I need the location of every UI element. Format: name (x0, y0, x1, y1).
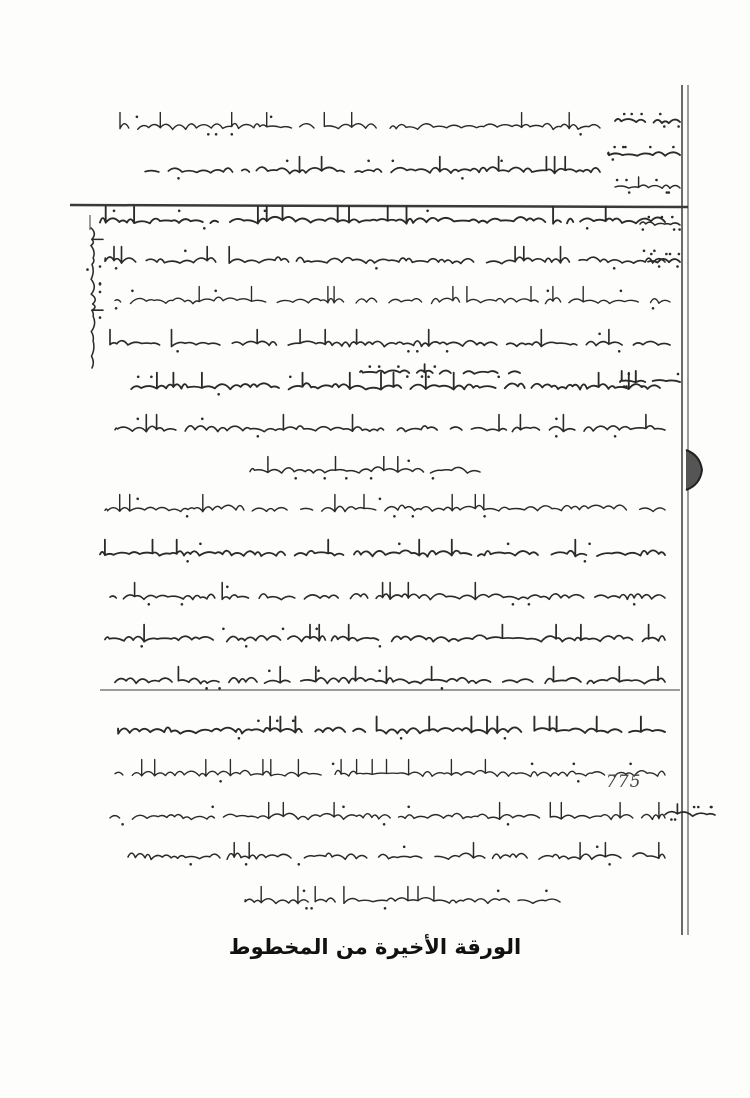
ink-dot (677, 373, 680, 376)
ink-dot (268, 670, 271, 673)
ink-dot (432, 477, 435, 480)
ink-dot (640, 113, 643, 116)
ink-dot (608, 863, 611, 866)
ink-dot (671, 216, 674, 219)
ink-dot (245, 645, 248, 648)
ink-dot (115, 307, 118, 310)
ink-dot (584, 560, 587, 563)
ink-dot (426, 210, 429, 213)
manuscript-line-11 (100, 540, 665, 557)
ink-dot (407, 350, 410, 353)
margin-note-7 (665, 804, 715, 816)
ink-dot (217, 393, 220, 396)
ink-dot (579, 133, 582, 136)
ink-dot (214, 290, 217, 293)
ink-dot (140, 645, 143, 648)
ink-dot (629, 763, 632, 766)
ink-dot (545, 890, 548, 893)
ink-dot (616, 179, 619, 182)
ink-dot (86, 268, 89, 271)
ink-dot (407, 460, 410, 463)
ink-dot (379, 645, 382, 648)
ink-dot (148, 603, 151, 606)
ink-dot (137, 376, 140, 379)
ink-dot (257, 435, 260, 438)
ink-dot (150, 376, 153, 379)
ink-dot (573, 763, 576, 766)
ink-dot (115, 267, 118, 270)
ink-dot (305, 907, 308, 910)
ink-dot (655, 179, 658, 182)
ink-dot (219, 780, 222, 783)
ink-dot (586, 227, 589, 230)
ink-dot (622, 146, 625, 149)
ink-dot (507, 543, 510, 546)
ink-dot (648, 216, 651, 219)
ink-dot (205, 687, 208, 690)
vertical-margin-text (91, 228, 103, 368)
manuscript-line-7 (118, 373, 661, 390)
ink-dot (99, 265, 102, 268)
margin-note-4 (640, 222, 680, 225)
ink-dot (669, 253, 672, 256)
ink-dot (378, 670, 381, 673)
ink-dot (653, 250, 656, 253)
ink-dot (218, 687, 221, 690)
ink-dot (342, 806, 345, 809)
ink-dot (612, 158, 615, 161)
ink-dot (375, 267, 378, 270)
ink-dot (245, 863, 248, 866)
ink-dot (257, 720, 260, 723)
ink-dot (547, 290, 550, 293)
ink-dot (177, 177, 180, 180)
ink-dot (264, 210, 267, 213)
ink-dot (663, 125, 666, 128)
ink-dot (317, 670, 320, 673)
ink-dot (292, 720, 295, 723)
manuscript-line-3 (100, 207, 665, 224)
vertical-margin-note (86, 228, 103, 368)
ink-dot (652, 307, 655, 310)
ink-dot (670, 818, 673, 821)
ink-dot (620, 290, 623, 293)
ink-dot (512, 603, 515, 606)
ink-dot (378, 365, 381, 368)
ink-dot (392, 160, 395, 163)
ink-dot (136, 116, 139, 119)
ink-dot (238, 737, 241, 740)
margin-note-1 (607, 119, 680, 123)
ink-dot (441, 687, 444, 690)
ink-dot (666, 191, 669, 194)
ink-dot (345, 477, 348, 480)
manuscript-line-1 (120, 113, 600, 130)
ink-dot (483, 515, 486, 518)
ink-dot (400, 737, 403, 740)
ink-dot (99, 291, 102, 294)
ink-dot (203, 227, 206, 230)
page-caption: الورقة الأخيرة من المخطوط (228, 935, 522, 959)
ink-dot (137, 418, 140, 421)
ink-dot (298, 863, 301, 866)
ink-dot (282, 628, 285, 631)
manuscript-line-6 (110, 330, 670, 347)
ink-dot (99, 283, 102, 286)
ink-dot (231, 133, 234, 136)
manuscript-line-13 (105, 625, 665, 642)
ink-dot (678, 228, 681, 231)
manuscript-line-15 (118, 717, 665, 734)
ink-dot (659, 113, 662, 116)
ink-dot (614, 435, 617, 438)
ink-dot (497, 376, 500, 379)
ink-dot (623, 385, 626, 388)
ink-dot (507, 823, 510, 826)
ink-dot (393, 515, 396, 518)
manuscript-line-14 (115, 667, 665, 684)
ink-dot (678, 253, 681, 256)
ink-dot (427, 376, 430, 379)
ink-dot (598, 333, 601, 336)
ink-dot (628, 191, 631, 194)
ink-dot (555, 435, 558, 438)
ink-dot (677, 125, 680, 128)
ink-dot (625, 385, 628, 388)
ink-dot (289, 376, 292, 379)
ink-dot (199, 543, 202, 546)
ink-dot (207, 133, 210, 136)
ink-dot (630, 113, 633, 116)
ink-dot (674, 818, 677, 821)
ink-dot (416, 350, 419, 353)
ink-dot (315, 628, 318, 631)
ink-dot (555, 418, 558, 421)
ink-dot (633, 603, 636, 606)
ink-dot (397, 365, 400, 368)
ink-dot (406, 375, 409, 378)
ink-dot (412, 515, 415, 518)
ink-dot (446, 350, 449, 353)
ink-dot (672, 146, 675, 149)
ink-dot (641, 385, 644, 388)
ink-dot (649, 146, 652, 149)
ink-dot (99, 316, 102, 319)
manuscript-line-18 (128, 843, 665, 860)
ink-dot (504, 737, 507, 740)
ink-dot (531, 763, 534, 766)
ink-dot (186, 560, 189, 563)
ink-dot (184, 250, 187, 253)
ink-dot (528, 603, 531, 606)
ink-dot (294, 477, 297, 480)
ink-dot (658, 265, 661, 268)
ink-dot (623, 113, 626, 116)
interlinear-note (360, 364, 520, 374)
ink-dot (178, 210, 181, 213)
ink-dot (421, 375, 424, 378)
ink-dot (398, 543, 401, 546)
margin-note-3 (609, 177, 680, 188)
ink-dot (497, 890, 500, 893)
ink-dot (286, 160, 289, 163)
ink-dot (176, 350, 179, 353)
ink-dot (383, 823, 386, 826)
manuscript-line-4 (105, 247, 665, 264)
ink-dot (379, 498, 382, 501)
margin-note-6 (609, 371, 680, 382)
ink-dot (434, 365, 437, 368)
ink-dot (303, 890, 306, 893)
ink-dot (461, 177, 464, 180)
ink-dot (189, 863, 192, 866)
ink-dot (643, 250, 646, 253)
manuscript-line-10 (105, 495, 665, 512)
manuscript-line-5 (115, 287, 670, 304)
ink-dot (367, 160, 370, 163)
ink-dot (618, 350, 621, 353)
ink-dot (186, 515, 189, 518)
ink-dot (201, 418, 204, 421)
manuscript-line-9 (250, 457, 480, 474)
manuscript-line-8 (115, 415, 665, 432)
ink-dot (226, 586, 229, 589)
ink-dot (697, 806, 700, 809)
ink-dot (665, 253, 668, 256)
ink-dot (211, 806, 214, 809)
manuscript-line-2 (136, 157, 600, 174)
ink-dot (222, 628, 225, 631)
ink-dot (625, 179, 628, 182)
ink-dot (676, 265, 679, 268)
ink-dot (577, 780, 580, 783)
ink-dot (370, 477, 373, 480)
ink-dot (650, 253, 653, 256)
ink-dot (661, 216, 664, 219)
margin-note-2 (601, 152, 680, 156)
manuscript-line-16 (115, 760, 665, 777)
ink-dot (500, 160, 503, 163)
ink-dot (613, 146, 616, 149)
manuscript-line-19 (245, 887, 560, 904)
ink-dot (710, 806, 713, 809)
ink-dot (369, 365, 372, 368)
ink-dot (642, 228, 645, 231)
ink-dot (323, 477, 326, 480)
manuscript-line-12 (110, 583, 665, 600)
ink-dot (407, 806, 410, 809)
ink-dot (613, 267, 616, 270)
ink-dot (403, 846, 406, 849)
ink-dot (384, 907, 387, 910)
ink-dot (276, 720, 279, 723)
ink-dot (310, 907, 313, 910)
ink-dot (181, 603, 184, 606)
ink-dot (215, 133, 218, 136)
ink-dot (596, 846, 599, 849)
ink-dot (113, 210, 116, 213)
ink-dot (628, 373, 631, 376)
ink-dot (332, 763, 335, 766)
ink-dot (270, 116, 273, 119)
ink-dot (693, 806, 696, 809)
ink-dot (136, 498, 139, 501)
manuscript-line-17 (110, 803, 665, 820)
folio-number: 775 (606, 772, 642, 792)
ink-dot (121, 823, 124, 826)
ink-dot (131, 290, 134, 293)
ink-dot (588, 543, 591, 546)
ink-dot (673, 228, 676, 231)
